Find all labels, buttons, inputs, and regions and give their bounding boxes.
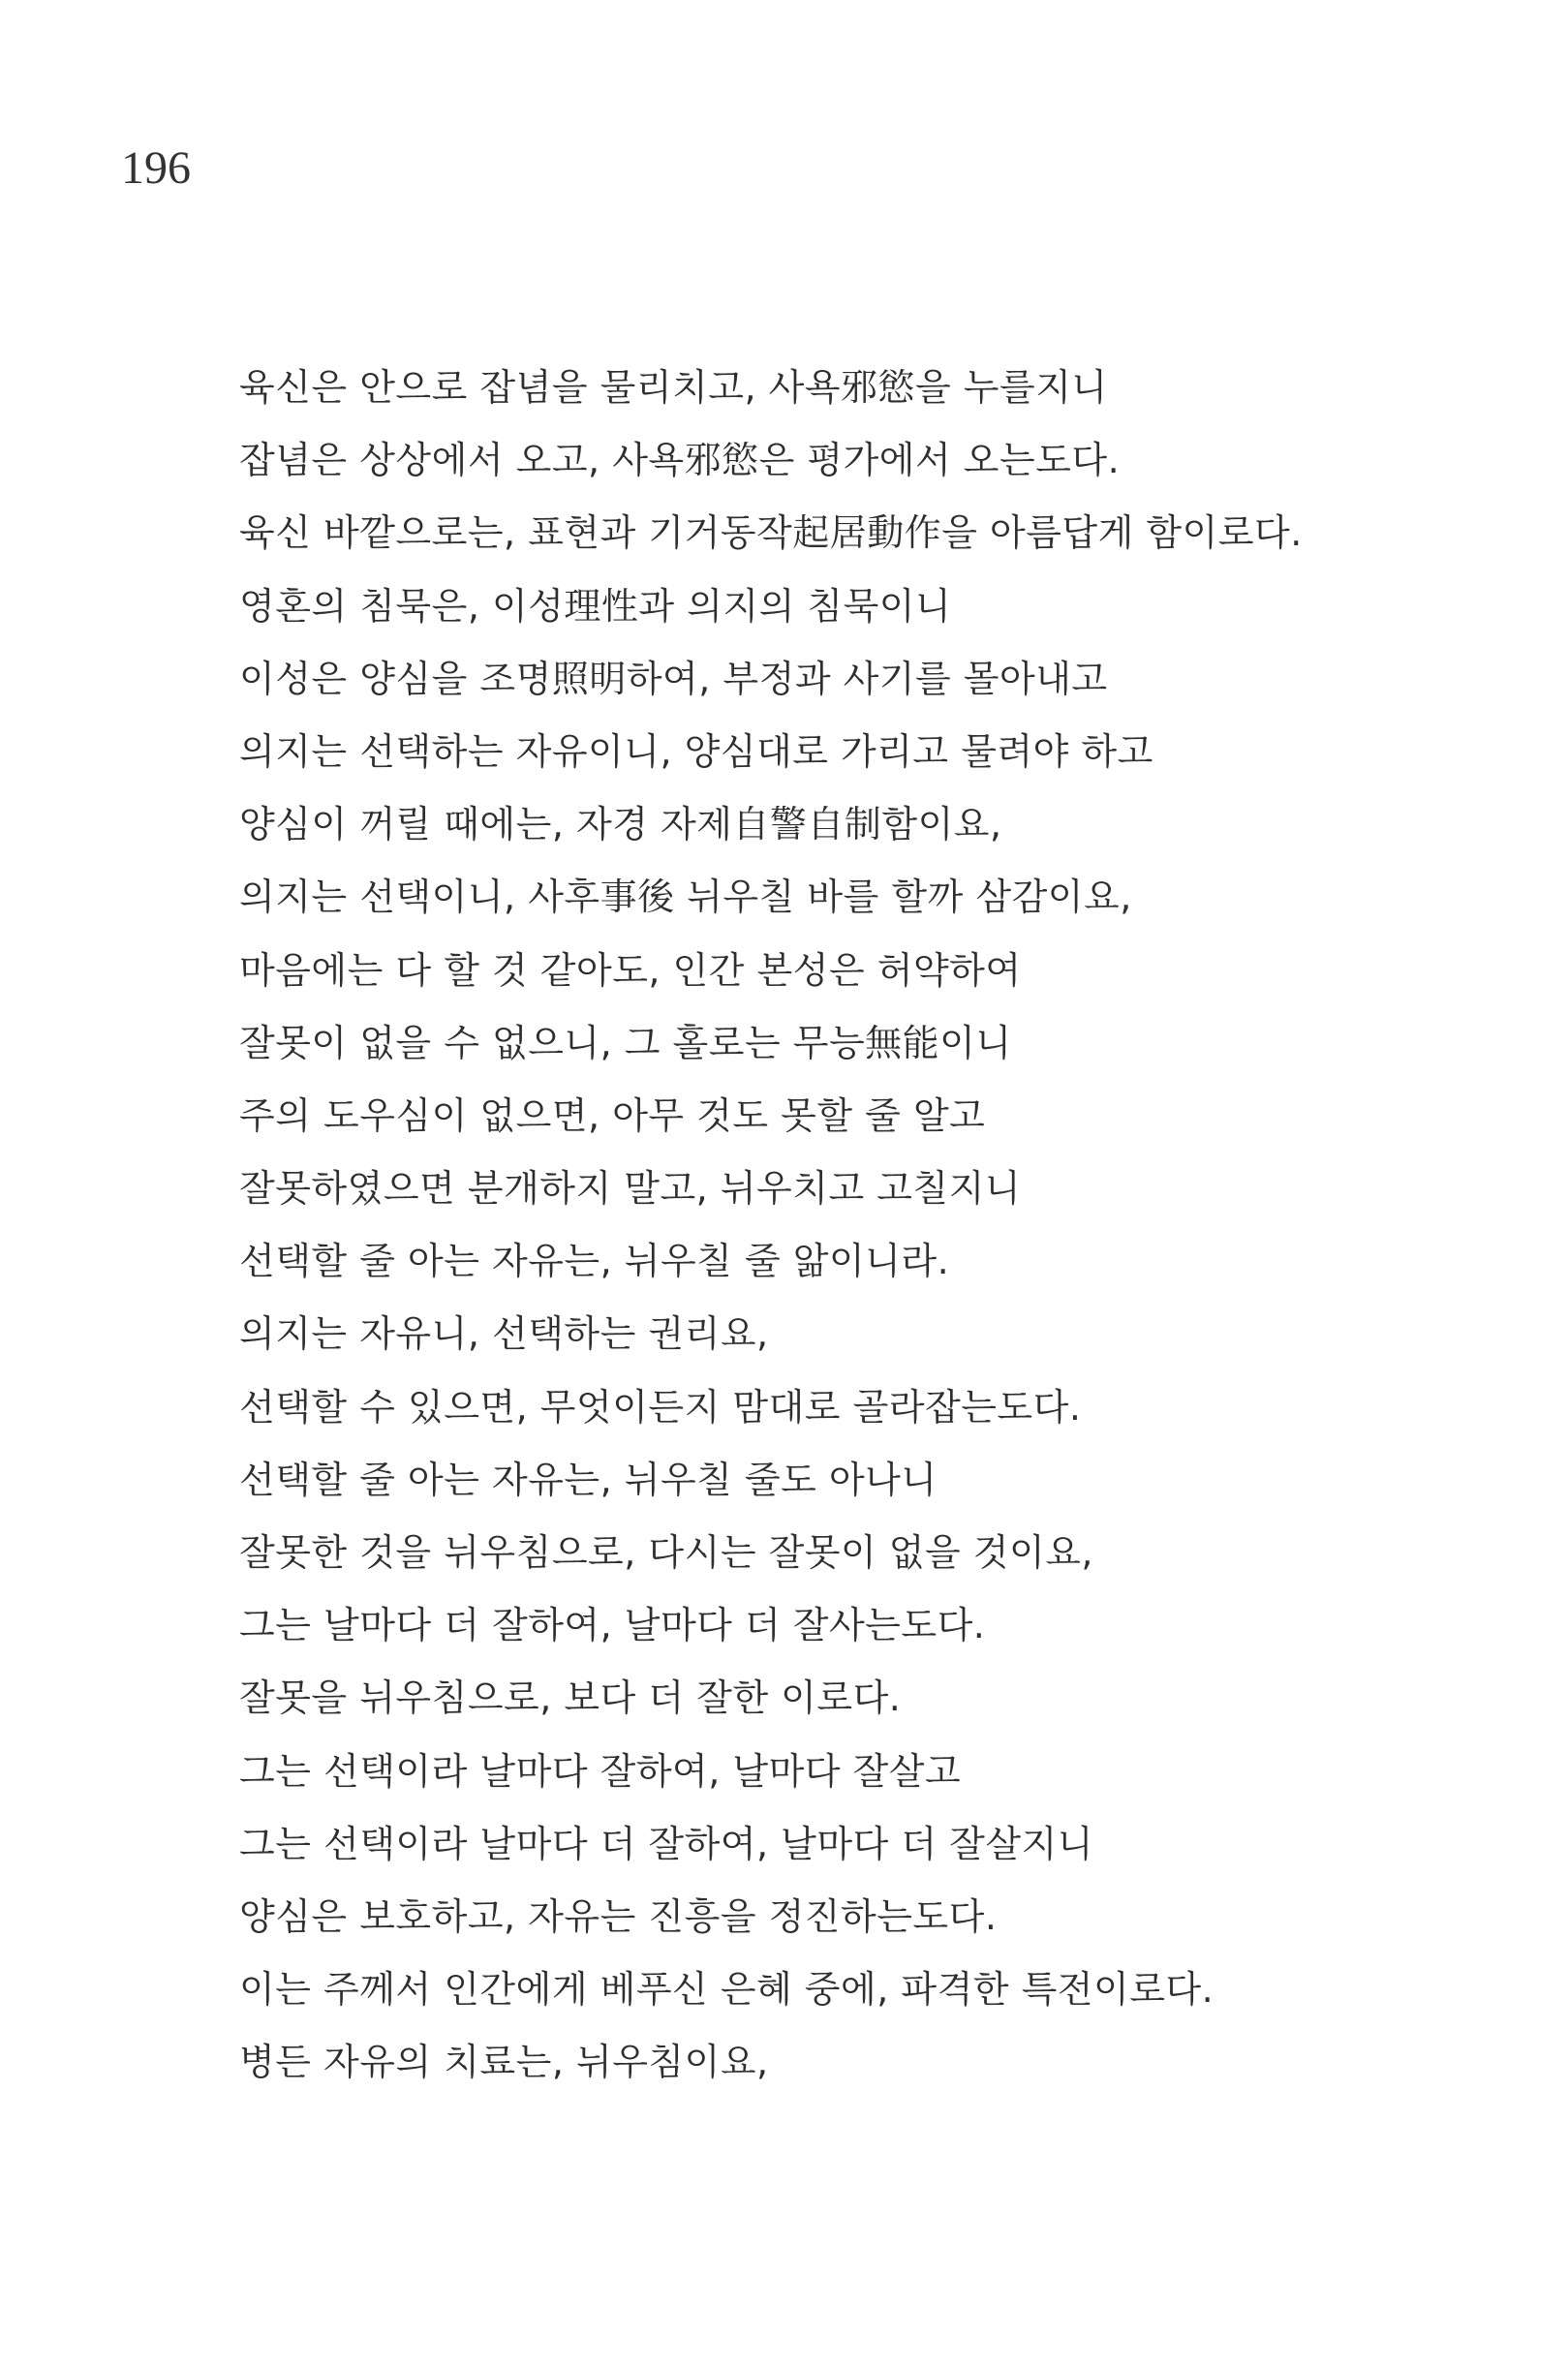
poem-body	[239, 356, 1498, 2105]
poem-line: 잘못이 없을 수 없으니, 그 홀로는 무능無能이니	[239, 1021, 1012, 1064]
poem-line: 육신은 안으로 잡념을 물리치고, 사욕邪慾을 누를지니	[239, 366, 1108, 409]
poem-line: 주의 도우심이 없으면, 아무 것도 못할 줄 알고	[239, 1093, 986, 1137]
poem-line: 잘못한 것을 뉘우침으로, 다시는 잘못이 없을 것이요,	[239, 1531, 1094, 1574]
poem-line: 이성은 양심을 조명照明하여, 부정과 사기를 몰아내고	[239, 657, 1108, 700]
poem-line: 그는 선택이라 날마다 잘하여, 날마다 잘살고	[239, 1749, 962, 1793]
poem-line: 그는 날마다 더 잘하여, 날마다 더 잘사는도다.	[239, 1604, 986, 1647]
poem-line: 육신 바깥으로는, 표현과 기거동작起居動作을 아름답게 함이로다.	[239, 511, 1303, 555]
poem-line: 병든 자유의 치료는, 뉘우침이요,	[239, 2041, 769, 2084]
poem-line: 마음에는 다 할 것 같아도, 인간 본성은 허약하여	[239, 948, 1022, 992]
poem-line: 잡념은 상상에서 오고, 사욕邪慾은 평가에서 오는도다.	[239, 439, 1121, 482]
poem-line: 이는 주께서 인간에게 베푸신 은혜 중에, 파격한 특전이로다.	[239, 1968, 1214, 2012]
poem-line: 영혼의 침묵은, 이성理性과 의지의 침묵이니	[239, 584, 952, 628]
poem-line: 선택할 줄 아는 자유는, 뉘우칠 줄도 아나니	[239, 1458, 938, 1501]
page-number: 196	[121, 142, 191, 194]
poem-line: 의지는 선택이니, 사후事後 뉘우칠 바를 할까 삼감이요,	[239, 876, 1132, 919]
poem-line: 그는 선택이라 날마다 더 잘하여, 날마다 더 잘살지니	[239, 1822, 1094, 1865]
poem-line: 잘못을 뉘우침으로, 보다 더 잘한 이로다.	[239, 1676, 902, 1720]
poem-line: 의지는 자유니, 선택하는 권리요,	[239, 1312, 769, 1356]
poem-line: 양심은 보호하고, 자유는 진흥을 정진하는도다.	[239, 1894, 998, 1938]
poem-line: 의지는 선택하는 자유이니, 양심대로 가리고 물려야 하고	[239, 729, 1153, 773]
poem-line: 선택할 줄 아는 자유는, 뉘우칠 줄 앎이니라.	[239, 1240, 950, 1283]
poem-line: 잘못하였으면 분개하지 말고, 뉘우치고 고칠지니	[239, 1167, 1022, 1211]
poem-line: 양심이 꺼릴 때에는, 자경 자제自警自制함이요,	[239, 803, 1002, 846]
poem-line: 선택할 수 있으면, 무엇이든지 맘대로 골라잡는도다.	[239, 1385, 1082, 1429]
